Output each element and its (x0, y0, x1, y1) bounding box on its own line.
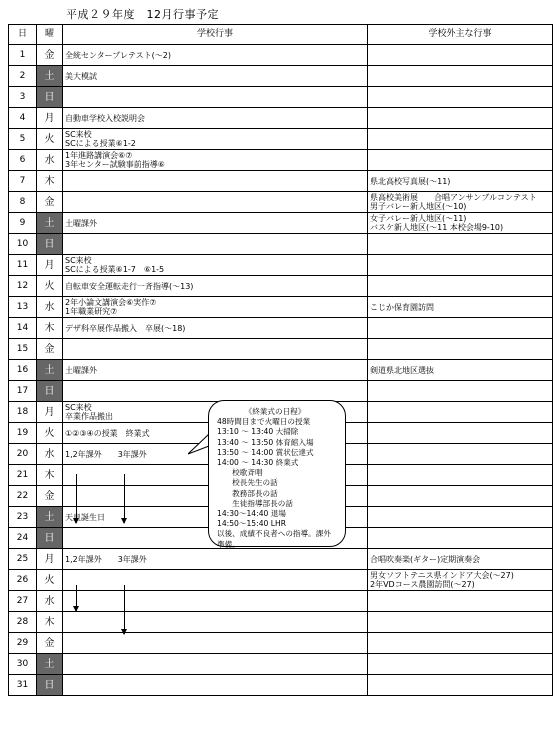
weekday-cell: 金 (37, 486, 63, 507)
arrow-12-kagai-25 (76, 585, 77, 611)
school-event-cell: デザ科卒展作品搬入 卒展(～18) (63, 318, 368, 339)
callout-title: 《終業式の日程》 (244, 407, 306, 416)
table-row (9, 87, 553, 108)
day-cell: 18 (9, 402, 37, 423)
weekday-cell: 火 (37, 423, 63, 444)
callout-line: 14:50～15:40 LHR (217, 519, 286, 529)
outside-event-cell (368, 675, 553, 696)
outside-event-cell (368, 234, 553, 255)
outside-event-cell: 合唱吹奏楽(ギター)定期演奏会 (368, 549, 553, 570)
header-weekday: 曜 (37, 25, 63, 45)
day-cell: 16 (9, 360, 37, 381)
outside-event-cell (368, 423, 553, 444)
table-row (9, 381, 553, 402)
school-event-cell (63, 381, 368, 402)
callout-line: 48時間目まで火曜日の授業 (217, 417, 311, 427)
table-header-row (9, 25, 553, 45)
day-cell: 3 (9, 87, 37, 108)
outside-event-cell (368, 381, 553, 402)
outside-event-cell: 男女ソフトテニス県インドア大会(～27) 2年VDコース農園訪問(～27) (368, 570, 553, 591)
school-event-cell (63, 675, 368, 696)
outside-event-cell (368, 129, 553, 150)
outside-event-cell (368, 654, 553, 675)
table-row (9, 591, 553, 612)
callout-line: 13:10 ～ 13:40 大掃除 (217, 427, 299, 437)
day-cell: 31 (9, 675, 37, 696)
school-event-cell (63, 570, 368, 591)
outside-event-cell (368, 150, 553, 171)
weekday-cell: 土 (37, 360, 63, 381)
weekday-cell: 月 (37, 255, 63, 276)
day-cell: 23 (9, 507, 37, 528)
day-cell: 30 (9, 654, 37, 675)
school-event-cell: ①②③④の授業 終業式 (63, 423, 368, 444)
weekday-cell: 土 (37, 66, 63, 87)
day-cell: 17 (9, 381, 37, 402)
school-event-cell: 自動車学校入校説明会 (63, 108, 368, 129)
outside-event-cell: こじか保育園訪問 (368, 297, 553, 318)
outside-event-cell (368, 66, 553, 87)
school-event-cell: SC来校 卒業作品搬出 (63, 402, 368, 423)
day-cell: 26 (9, 570, 37, 591)
day-cell: 20 (9, 444, 37, 465)
outside-event-cell (368, 45, 553, 66)
school-event-cell (63, 612, 368, 633)
table-row (9, 570, 553, 591)
table-row (9, 360, 553, 381)
weekday-cell: 土 (37, 654, 63, 675)
day-cell: 7 (9, 171, 37, 192)
day-cell: 29 (9, 633, 37, 654)
school-event-cell: 自転車安全運転走行一斉指導(～13) (63, 276, 368, 297)
school-event-cell: 1年進路講演会⑥⑦ 3年センター試験事前指導⑥ (63, 150, 368, 171)
callout-line: 校長先生の話 (217, 478, 278, 488)
table-row (9, 108, 553, 129)
weekday-cell: 金 (37, 45, 63, 66)
table-row (9, 129, 553, 150)
weekday-cell: 火 (37, 129, 63, 150)
weekday-cell: 金 (37, 633, 63, 654)
school-event-cell (63, 591, 368, 612)
outside-event-cell (368, 108, 553, 129)
outside-event-cell (368, 402, 553, 423)
weekday-cell: 土 (37, 507, 63, 528)
day-cell: 11 (9, 255, 37, 276)
table-row (9, 339, 553, 360)
day-cell: 9 (9, 213, 37, 234)
weekday-cell: 金 (37, 339, 63, 360)
table-row (9, 633, 553, 654)
table-row (9, 171, 553, 192)
school-event-cell (63, 192, 368, 213)
school-event-cell (63, 633, 368, 654)
table-row (9, 255, 553, 276)
day-cell: 4 (9, 108, 37, 129)
table-row (9, 45, 553, 66)
school-event-cell (63, 87, 368, 108)
school-event-cell: SC来校 SCによる授業⑥1-7 ⑥1-5 (63, 255, 368, 276)
weekday-cell: 木 (37, 171, 63, 192)
day-cell: 5 (9, 129, 37, 150)
outside-event-cell (368, 507, 553, 528)
day-cell: 14 (9, 318, 37, 339)
table-row (9, 612, 553, 633)
outside-event-cell (368, 591, 553, 612)
school-event-cell: 1,2年課外 3年課外 (63, 549, 368, 570)
schedule-table (8, 24, 553, 696)
outside-event-cell: 剣道県北地区選抜 (368, 360, 553, 381)
day-cell: 12 (9, 276, 37, 297)
day-cell: 19 (9, 423, 37, 444)
table-row (9, 318, 553, 339)
callout-line: 準備。 (217, 539, 240, 549)
outside-event-cell (368, 444, 553, 465)
closing-ceremony-callout (208, 400, 346, 547)
callout-line: 13:50 ～ 14:00 賞状伝達式 (217, 447, 314, 457)
outside-event-cell (368, 528, 553, 549)
outside-event-cell: 女子バレー新人地区(～11) バスケ新人地区(～11 本校会場9-10) (368, 213, 553, 234)
day-cell: 2 (9, 66, 37, 87)
weekday-cell: 日 (37, 87, 63, 108)
callout-line: 14:30～14:40 退場 (217, 509, 286, 519)
callout-line: 14:00 ～ 14:30 終業式 (217, 458, 299, 468)
day-cell: 13 (9, 297, 37, 318)
callout-line: 校歌斉唱 (217, 468, 263, 478)
outside-event-cell (368, 633, 553, 654)
weekday-cell: 月 (37, 402, 63, 423)
weekday-cell: 日 (37, 234, 63, 255)
day-cell: 8 (9, 192, 37, 213)
arrow-3-kagai-25 (124, 585, 125, 634)
callout-line: 生徒指導部長の話 (217, 498, 293, 508)
table-row (9, 66, 553, 87)
outside-event-cell (368, 255, 553, 276)
school-event-cell: 全統センタープレテスト(～2) (63, 45, 368, 66)
day-cell: 27 (9, 591, 37, 612)
table-row (9, 654, 553, 675)
weekday-cell: 水 (37, 591, 63, 612)
outside-event-cell (368, 465, 553, 486)
table-row (9, 276, 553, 297)
day-cell: 10 (9, 234, 37, 255)
table-row (9, 192, 553, 213)
outside-event-cell (368, 276, 553, 297)
outside-event-cell (368, 87, 553, 108)
weekday-cell: 日 (37, 381, 63, 402)
day-cell: 24 (9, 528, 37, 549)
school-event-cell (63, 234, 368, 255)
weekday-cell: 日 (37, 675, 63, 696)
weekday-cell: 月 (37, 108, 63, 129)
day-cell: 21 (9, 465, 37, 486)
day-cell: 6 (9, 150, 37, 171)
day-cell: 1 (9, 45, 37, 66)
day-cell: 28 (9, 612, 37, 633)
school-event-cell: SC来校 SCによる授業⑥1-2 (63, 129, 368, 150)
school-event-cell (63, 171, 368, 192)
day-cell: 15 (9, 339, 37, 360)
outside-event-cell (368, 612, 553, 633)
school-event-cell: 土曜課外 (63, 213, 368, 234)
page-title: 平成２９年度 12月行事予定 (66, 8, 219, 21)
arrow-12-kagai-20 (76, 474, 77, 523)
header-school-events: 学校行事 (63, 25, 368, 45)
weekday-cell: 日 (37, 528, 63, 549)
school-event-cell: 美大模試 (63, 66, 368, 87)
header-outside-events: 学校外主な行事 (368, 25, 553, 45)
callout-line: 以後、成績不良者への指導。課外 (217, 529, 331, 539)
table-row (9, 213, 553, 234)
weekday-cell: 土 (37, 213, 63, 234)
bubble-tail (188, 434, 210, 458)
table-row (9, 675, 553, 696)
table-row (9, 150, 553, 171)
school-event-cell: 土曜課外 (63, 360, 368, 381)
outside-event-cell: 県北高校写真展(～11) (368, 171, 553, 192)
day-cell: 25 (9, 549, 37, 570)
school-event-cell: 2年小論文講演会⑥実作⑦ 1年職業研究⑦ (63, 297, 368, 318)
outside-event-cell (368, 339, 553, 360)
weekday-cell: 火 (37, 570, 63, 591)
weekday-cell: 木 (37, 318, 63, 339)
weekday-cell: 水 (37, 297, 63, 318)
school-event-cell: 1,2年課外 3年課外 (63, 444, 368, 465)
school-event-cell (63, 654, 368, 675)
weekday-cell: 月 (37, 549, 63, 570)
weekday-cell: 水 (37, 444, 63, 465)
day-cell: 22 (9, 486, 37, 507)
weekday-cell: 金 (37, 192, 63, 213)
callout-line: 13:40 ～ 13:50 体育館入場 (217, 437, 314, 447)
weekday-cell: 木 (37, 465, 63, 486)
school-event-cell (63, 339, 368, 360)
callout-line: 教務部長の話 (217, 488, 278, 498)
outside-event-cell (368, 318, 553, 339)
school-event-cell: 天皇誕生日 (63, 507, 368, 528)
outside-event-cell: 県高校美術展 合唱アンサンブルコンテスト 男子バレー新人地区(～10) (368, 192, 553, 213)
table-row (9, 234, 553, 255)
table-row (9, 549, 553, 570)
weekday-cell: 火 (37, 276, 63, 297)
arrow-3-kagai-20 (124, 474, 125, 523)
outside-event-cell (368, 486, 553, 507)
table-row (9, 297, 553, 318)
weekday-cell: 水 (37, 150, 63, 171)
weekday-cell: 木 (37, 612, 63, 633)
header-day: 日 (9, 25, 37, 45)
